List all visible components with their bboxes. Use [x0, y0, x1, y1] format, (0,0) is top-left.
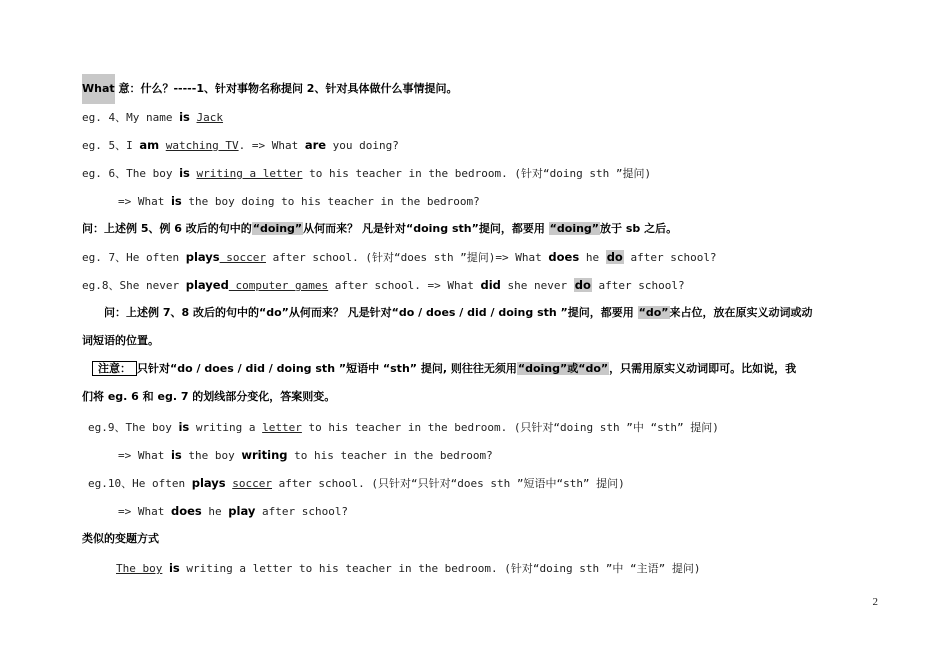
t: does [548, 250, 580, 264]
t: eg. 4、My name [82, 111, 180, 124]
t: is [170, 448, 182, 462]
t: is [178, 420, 190, 434]
example-7 [82, 250, 717, 265]
t: 放于 sb 之后。 [600, 222, 678, 235]
t: 问：上述例 5、例 6 改后的句中的 [82, 222, 252, 235]
underlined: soccer [219, 251, 266, 264]
highlight: do [574, 278, 591, 292]
t: eg.9、The boy [88, 421, 179, 434]
what-word: What [82, 82, 115, 95]
t: the boy doing to his teacher in the bedroom? [181, 195, 480, 208]
t: => What [118, 195, 171, 208]
t: after school. (只针对“只针对“does sth ”短语中“sth” 提问) [272, 477, 625, 490]
t: to his teacher in the bedroom. (针对“doing sth ”提问) [302, 167, 652, 180]
t: are [304, 138, 327, 152]
example-6 [82, 166, 651, 181]
t: 词短语的位置。 [82, 334, 159, 347]
t: 们将 eg. 6 和 eg. 7 的划线部分变化，答案则变。 [82, 390, 336, 403]
note-1 [92, 362, 796, 376]
t: is [179, 166, 190, 180]
t: writing a [189, 421, 263, 434]
question-2 [104, 306, 813, 320]
highlight: “doing” [549, 222, 600, 235]
t [190, 111, 197, 124]
t: plays [191, 476, 226, 490]
t [159, 139, 166, 152]
question-2-cont [82, 334, 159, 348]
example-10 [88, 476, 625, 491]
underlined: computer games [228, 279, 329, 292]
example-4 [82, 110, 223, 125]
underlined: Jack [196, 111, 224, 124]
t: he [201, 505, 229, 518]
t: 类似的变题方式 [82, 532, 159, 545]
example-8 [82, 278, 685, 293]
t: => What [118, 505, 171, 518]
t: eg. 7、He often [82, 251, 186, 264]
t: to his teacher in the bedroom? [287, 449, 493, 462]
t: she never [500, 279, 574, 292]
example-9 [88, 420, 719, 435]
t: did [480, 278, 501, 292]
note-label: 注意： [92, 361, 137, 376]
line-what [82, 74, 457, 104]
last-example [116, 561, 701, 576]
t: he [579, 251, 606, 264]
underlined: writing a letter [196, 167, 303, 180]
underlined: The boy [116, 562, 163, 575]
underlined: letter [262, 421, 302, 434]
t [190, 167, 197, 180]
t: the boy [181, 449, 242, 462]
t: eg.10、He often [88, 477, 192, 490]
example-9-answer [118, 448, 493, 463]
t: to his teacher in the bedroom. (只针对“doing sth ”中 “sth” 提问) [301, 421, 719, 434]
question-1 [82, 222, 677, 236]
t: after school. (针对“does sth ”提问)=> What [266, 251, 549, 264]
example-10-answer [118, 504, 348, 519]
t: after school? [255, 505, 349, 518]
highlight: “doing”或“do” [517, 362, 609, 375]
t: plays [185, 250, 220, 264]
t: eg. 5、I [82, 139, 140, 152]
what-rest: 意：什么？-----1、针对事物名称提问 2、针对具体做什么事情提问。 [114, 82, 458, 95]
underlined: watching TV [165, 139, 239, 152]
t: is [179, 110, 190, 124]
highlight: do [606, 250, 623, 264]
section-title [82, 532, 159, 546]
underlined: soccer [232, 477, 273, 490]
t: eg.8、She never [82, 279, 186, 292]
t: 只针对“do / does / did / doing sth ”短语中 “sth” 提问, 则往往无须用 [137, 362, 517, 375]
t: after school? [591, 279, 685, 292]
t: 问：上述例 7、8 改后的句中的“do”从何而来？ 凡是针对“do / does / did / doing sth ”提问，都要用 [104, 306, 638, 319]
t: writing [241, 448, 288, 462]
t: writing a letter to his teacher in the bedroom. (针对“doing sth ”中 “主语” 提问) [179, 562, 701, 575]
highlight: “doing” [252, 222, 303, 235]
page-number: 2 [872, 596, 878, 608]
t: is [168, 561, 180, 575]
t: eg. 6、The boy [82, 167, 180, 180]
t: => What [118, 449, 171, 462]
t: ，只需用原实义动词即可。比如说，我 [609, 362, 797, 375]
t: you doing? [326, 139, 399, 152]
what-highlight [82, 74, 115, 104]
t: play [228, 504, 256, 518]
example-5 [82, 138, 399, 153]
t: 从何而来？ 凡是针对“doing sth”提问，都要用 [303, 222, 549, 235]
example-6-answer [118, 194, 480, 209]
t: does [170, 504, 202, 518]
t: is [170, 194, 182, 208]
t: 来占位，放在原实义动词或动 [669, 306, 813, 319]
t: after school. => What [328, 279, 481, 292]
highlight: “do” [638, 306, 669, 319]
t: after school? [623, 251, 717, 264]
note-2 [82, 390, 335, 404]
t: played [185, 278, 229, 292]
t: am [139, 138, 160, 152]
t: . => What [238, 139, 305, 152]
